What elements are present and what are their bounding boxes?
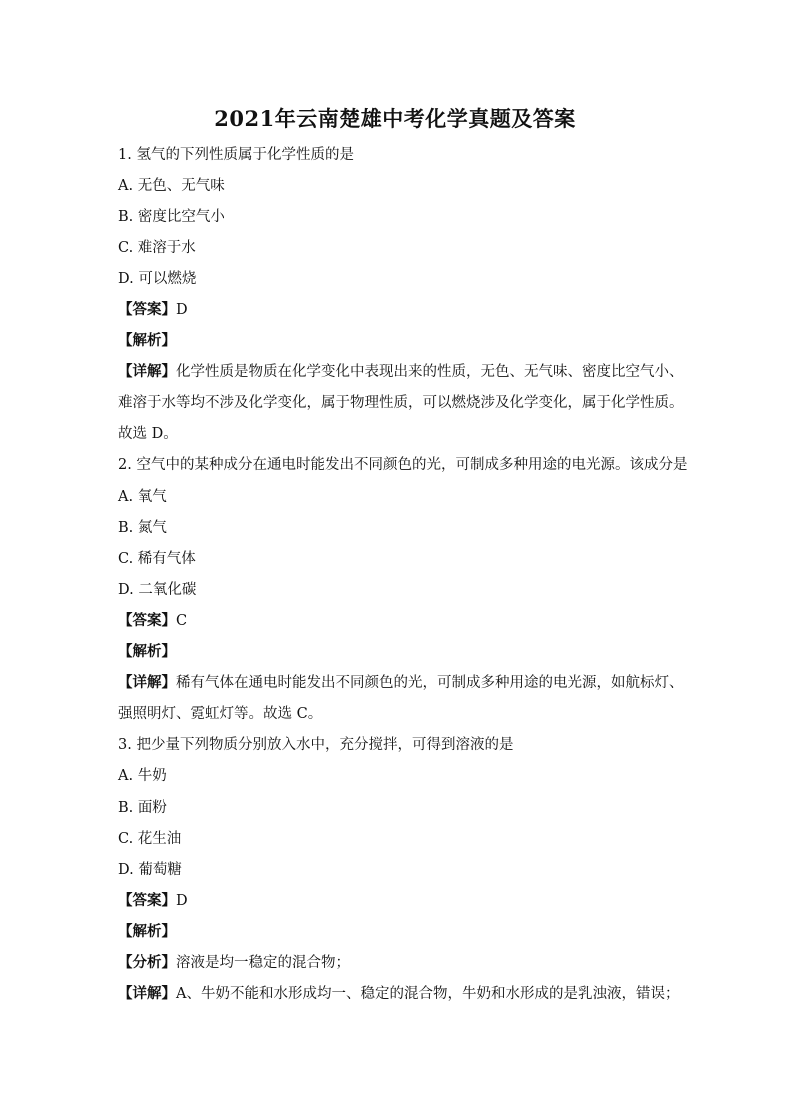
detail-tag: 【详解】 — [118, 363, 176, 380]
question-3-option-c: C. 花生油 — [118, 831, 182, 847]
fenxi-text: 溶液是均一稳定的混合物； — [176, 955, 350, 971]
answer-tag: 【答案】 — [118, 301, 176, 318]
question-2-stem: 2. 空气中的某种成分在通电时能发出不同颜色的光，可制成多种用途的电光源。该成分是 — [118, 457, 688, 473]
question-2-option-b: B. 氮气 — [118, 520, 167, 536]
question-3-stem: 3. 把少量下列物质分别放入水中，充分搅拌，可得到溶液的是 — [118, 737, 514, 753]
question-2-analysis-tag: 【解析】 — [118, 643, 176, 660]
question-1-stem: 1. 氢气的下列性质属于化学性质的是 — [118, 147, 354, 163]
question-2-answer — [118, 611, 187, 631]
answer-value: C — [176, 613, 188, 629]
question-1-analysis-tag: 【解析】 — [118, 332, 176, 349]
question-3-detail-line-1 — [118, 984, 679, 1004]
question-1-option-d: D. 可以燃烧 — [118, 271, 197, 287]
answer-tag: 【答案】 — [118, 612, 176, 629]
question-3-answer — [118, 891, 188, 911]
question-3-fenxi — [118, 953, 350, 973]
question-1-option-a: A. 无色、无气味 — [118, 178, 225, 194]
question-1-detail-line-1 — [118, 362, 684, 382]
answer-value: D — [176, 893, 188, 909]
answer-value: D — [176, 302, 188, 318]
fenxi-tag: 【分析】 — [118, 954, 176, 971]
question-2-option-a: A. 氧气 — [118, 489, 167, 505]
detail-tag: 【详解】 — [118, 674, 176, 691]
detail-text: 稀有气体在通电时能发出不同颜色的光，可制成多种用途的电光源，如航标灯、 — [176, 675, 684, 691]
question-2-option-d: D. 二氧化碳 — [118, 582, 197, 598]
question-3-analysis-tag: 【解析】 — [118, 923, 176, 940]
detail-text: A、牛奶不能和水形成均一、稳定的混合物，牛奶和水形成的是乳浊液，错误； — [176, 986, 680, 1002]
question-2-detail-line-2: 强照明灯、霓虹灯等。故选 C。 — [118, 706, 323, 722]
question-1-detail-line-3: 故选 D。 — [118, 426, 178, 442]
question-3-option-b: B. 面粉 — [118, 800, 167, 816]
question-1-option-b: B. 密度比空气小 — [118, 209, 225, 225]
question-1-option-c: C. 难溶于水 — [118, 240, 196, 256]
question-3-option-a: A. 牛奶 — [118, 768, 167, 784]
answer-tag: 【答案】 — [118, 892, 176, 909]
question-1-answer — [118, 300, 188, 320]
detail-tag: 【详解】 — [118, 985, 176, 1002]
question-2-option-c: C. 稀有气体 — [118, 551, 196, 567]
question-2-detail-line-1 — [118, 673, 684, 693]
question-3-option-d: D. 葡萄糖 — [118, 862, 182, 878]
page-title: 2021年云南楚雄中考化学真题及答案 — [214, 106, 576, 131]
detail-text: 化学性质是物质在化学变化中表现出来的性质，无色、无气味、密度比空气小、 — [176, 364, 684, 380]
question-1-detail-line-2: 难溶于水等均不涉及化学变化，属于物理性质，可以燃烧涉及化学变化，属于化学性质。 — [118, 395, 684, 411]
